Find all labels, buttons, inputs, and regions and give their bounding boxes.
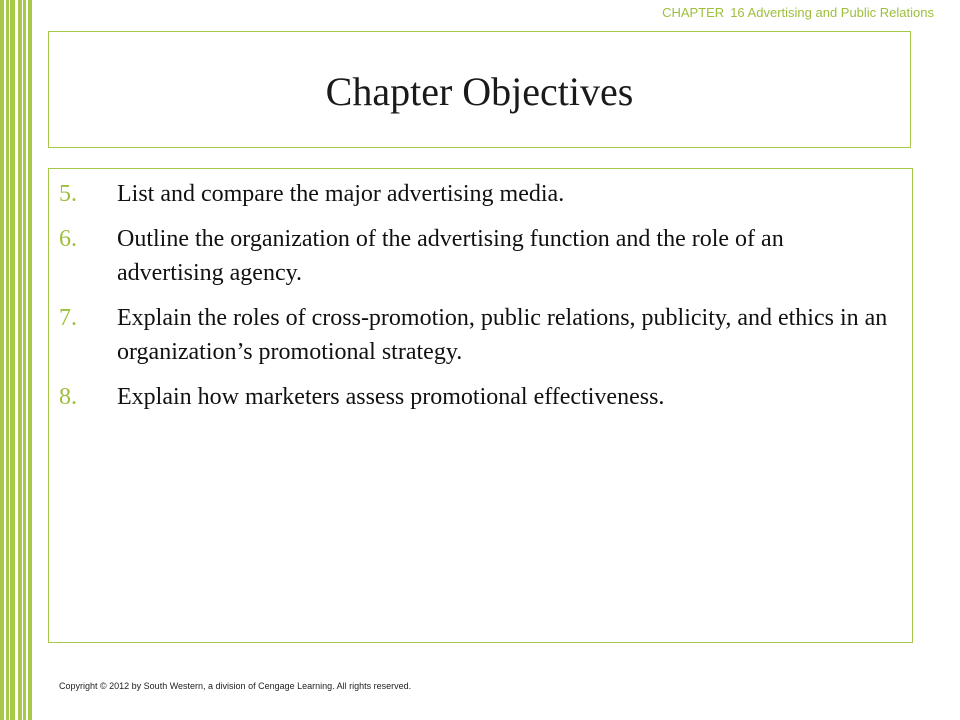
- chapter-header: [662, 5, 934, 20]
- content-box: [48, 168, 913, 643]
- objective-text: Explain the roles of cross-promotion, public relations, publicity, and ethics in an organization’s promotional strategy.: [117, 305, 888, 365]
- objective-number: 5.: [59, 181, 77, 207]
- chapter-label: CHAPTER: [662, 5, 725, 20]
- objective-text: Explain how marketers assess promotional effectiveness.: [117, 384, 665, 410]
- slide-title: Chapter Objectives: [325, 69, 634, 114]
- title-box: [48, 31, 911, 148]
- objectives-list: [49, 177, 894, 425]
- objective-text: List and compare the major advertising media.: [117, 181, 565, 207]
- objective-number: 8.: [59, 384, 77, 410]
- objective-item: [49, 380, 894, 414]
- objective-item: [49, 301, 894, 369]
- objective-number: 7.: [59, 305, 77, 331]
- objective-item: [49, 177, 894, 211]
- chapter-title: 16 Advertising and Public Relations: [730, 5, 934, 20]
- side-stripe-decoration: [0, 0, 32, 720]
- copyright-notice: Copyright © 2012 by South Western, a division of Cengage Learning. All rights reserved.: [59, 681, 412, 691]
- objective-item: [49, 222, 894, 290]
- objective-number: 6.: [59, 226, 77, 252]
- objective-text: Outline the organization of the advertising function and the role of an advertising agency.: [117, 226, 784, 286]
